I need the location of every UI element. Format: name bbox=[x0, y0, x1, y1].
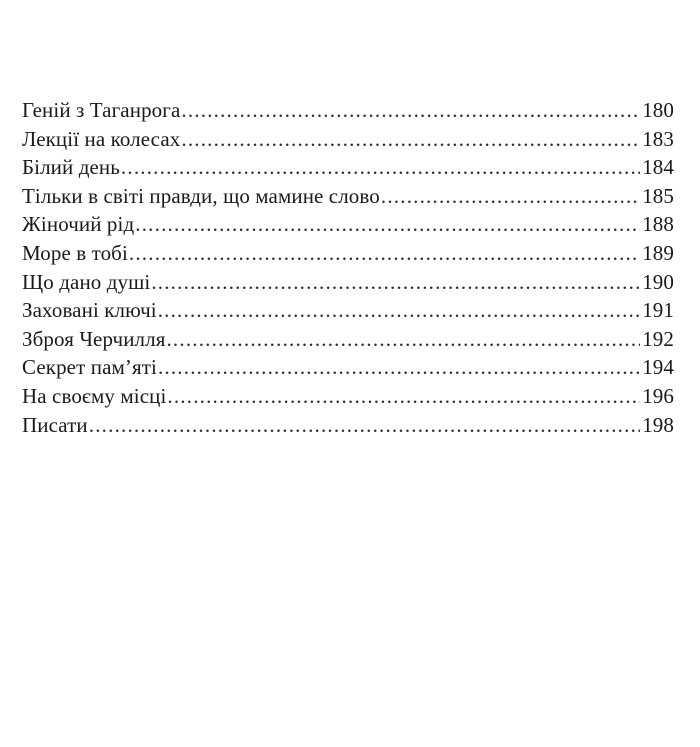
toc-entry-page-number: 192 bbox=[642, 326, 674, 351]
toc-dot-leader bbox=[121, 153, 640, 182]
toc-entry-page-number: 191 bbox=[642, 298, 674, 323]
toc-entry-title: Жіночий рід bbox=[22, 212, 135, 237]
toc-entry bbox=[22, 325, 674, 354]
toc-dot-leader bbox=[381, 182, 640, 211]
toc-entry-title: Лекції на колесах bbox=[22, 126, 181, 151]
toc-entry-page-number: 198 bbox=[642, 412, 674, 437]
toc-entry bbox=[22, 382, 674, 411]
toc-entry bbox=[22, 182, 674, 211]
toc-entry bbox=[22, 210, 674, 239]
toc-entry-page-number: 185 bbox=[642, 183, 674, 208]
toc-entry-title: Що дано душі bbox=[22, 269, 151, 294]
toc-entry bbox=[22, 239, 674, 268]
toc-entry bbox=[22, 411, 674, 440]
toc-dot-leader bbox=[181, 96, 640, 125]
toc-dot-leader bbox=[89, 411, 640, 440]
toc-entry-title: Заховані ключі bbox=[22, 298, 157, 323]
toc-entry-page-number: 189 bbox=[642, 240, 674, 265]
toc-entry-page-number: 190 bbox=[642, 269, 674, 294]
table-of-contents bbox=[22, 96, 674, 439]
toc-entry-title: Білий день bbox=[22, 155, 120, 180]
toc-entry bbox=[22, 125, 674, 154]
toc-dot-leader bbox=[151, 268, 640, 297]
toc-entry-title: Писати bbox=[22, 412, 88, 437]
toc-dot-leader bbox=[158, 296, 640, 325]
toc-entry-page-number: 194 bbox=[642, 355, 674, 380]
toc-dot-leader bbox=[158, 353, 640, 382]
toc-dot-leader bbox=[129, 239, 640, 268]
toc-entry-title: На своєму місці bbox=[22, 383, 167, 408]
toc-entry-title: Секрет пам’яті bbox=[22, 355, 157, 380]
toc-dot-leader bbox=[166, 325, 640, 354]
toc-dot-leader bbox=[181, 125, 640, 154]
toc-dot-leader bbox=[135, 210, 640, 239]
toc-entry-title: Зброя Черчилля bbox=[22, 326, 166, 351]
toc-entry bbox=[22, 153, 674, 182]
toc-entry-page-number: 188 bbox=[642, 212, 674, 237]
toc-entry bbox=[22, 96, 674, 125]
toc-entry-page-number: 183 bbox=[642, 126, 674, 151]
toc-dot-leader bbox=[167, 382, 640, 411]
toc-entry-page-number: 180 bbox=[642, 98, 674, 122]
toc-entry bbox=[22, 353, 674, 382]
toc-entry-title: Геній з Таганрога bbox=[22, 98, 181, 122]
toc-entry bbox=[22, 296, 674, 325]
toc-entry-title: Море в тобі bbox=[22, 240, 128, 265]
toc-entry-page-number: 196 bbox=[642, 383, 674, 408]
toc-entry-title: Тільки в світі правди, що мамине слово bbox=[22, 183, 380, 208]
toc-entry-page-number: 184 bbox=[642, 155, 674, 180]
toc-entry bbox=[22, 268, 674, 297]
